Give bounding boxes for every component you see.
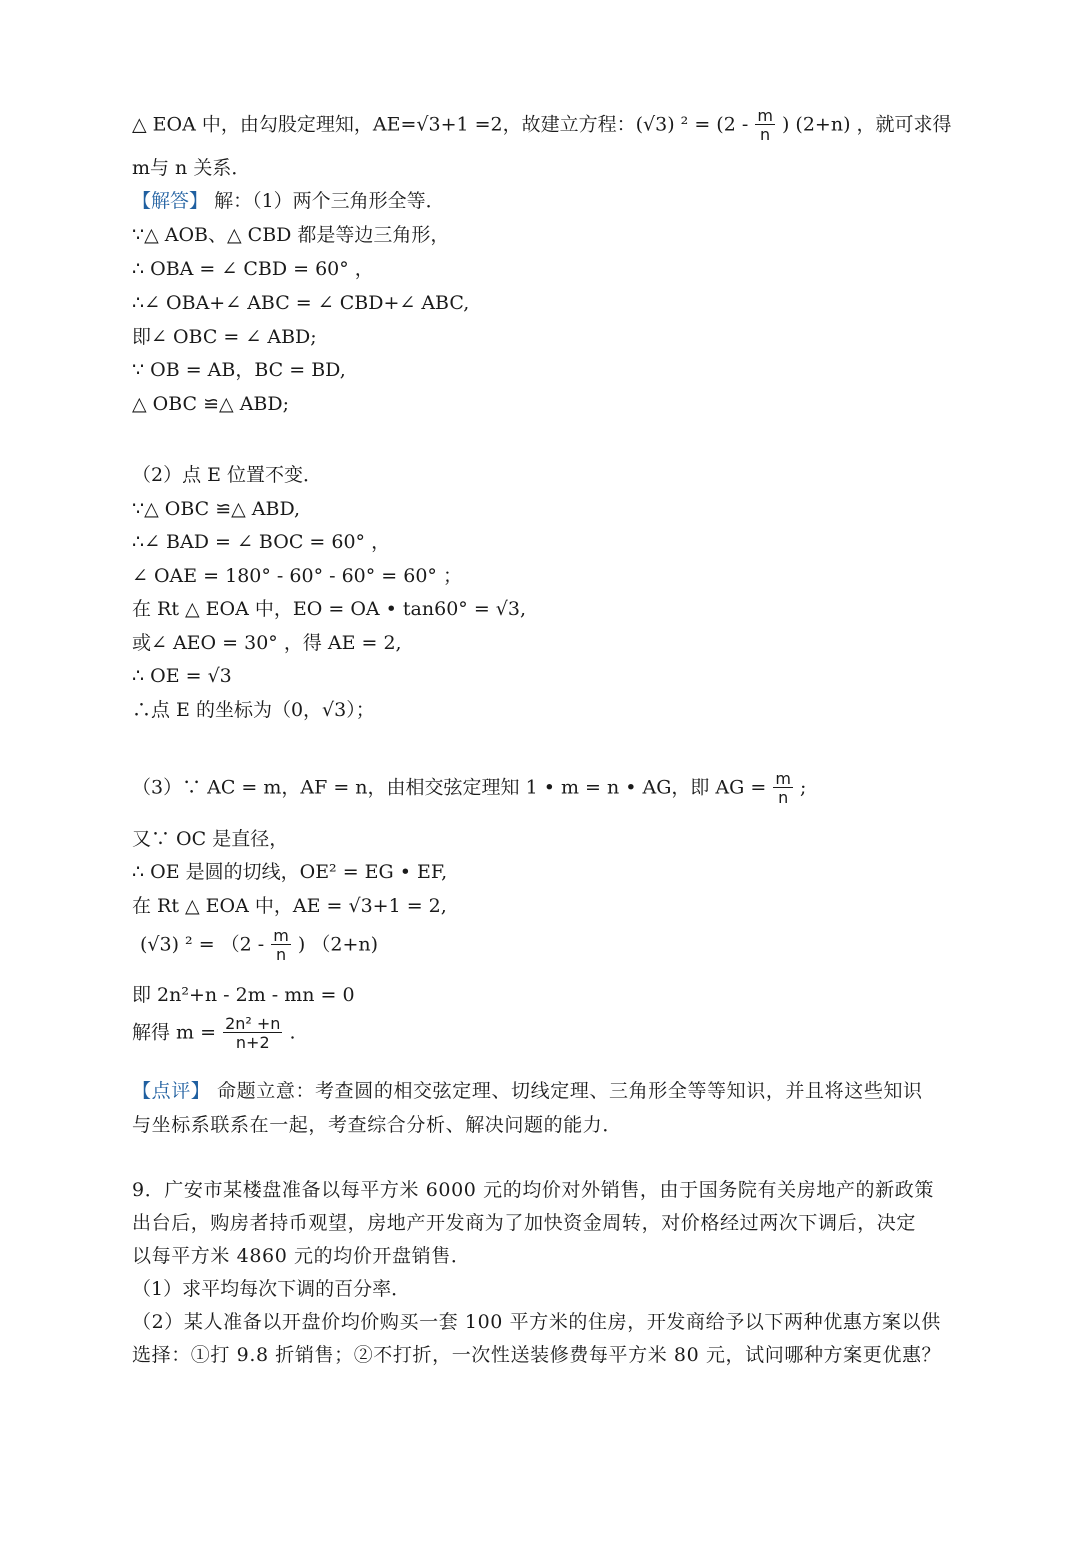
analysis-line-2: m与 n 关系． <box>132 157 251 179</box>
problem9-line: 以每平方米 4860 元的均价开盘销售． <box>132 1245 471 1267</box>
part3-line: 又∵ OC 是直径， <box>132 828 289 850</box>
fraction-m-over-n <box>755 108 775 143</box>
part2-line: （2）点 E 位置不变． <box>132 464 323 486</box>
fraction-numerator: m <box>775 769 791 788</box>
part1-line: 即∠ OBC = ∠ ABD; <box>132 326 317 348</box>
part1-line: ∴∠ OBA+∠ ABC = ∠ CBD+∠ ABC, <box>132 292 470 314</box>
review-line-2: 与坐标系联系在一起，考查综合分析、解决问题的能力． <box>132 1114 623 1136</box>
fraction-denominator: n <box>778 788 789 807</box>
review-text: 命题立意：考查圆的相交弦定理、切线定理、三角形全等等知识，并且将这些知识 <box>217 1080 923 1102</box>
review-tag: 【点评】 <box>132 1080 211 1102</box>
equation-text: (√3) ² = （2 - <box>140 933 265 956</box>
part2-line: 在 Rt △ EOA 中，EO = OA • tan60° = √3, <box>132 598 527 620</box>
fraction-numerator: m <box>757 106 773 125</box>
review-line-1 <box>132 1079 923 1103</box>
problem9-line: 出台后，购房者持币观望，房地产开发商为了加快资金周转，对价格经过两次下调后，决定 <box>132 1212 917 1234</box>
part3-text: ; <box>799 776 807 799</box>
part2-line: ∴ OE = √3 <box>132 665 232 687</box>
fraction-denominator: n <box>760 125 771 144</box>
part2-line: 或∠ AEO = 30° ，得 AE = 2, <box>132 632 402 654</box>
result-text: . <box>289 1021 296 1044</box>
part2-line: ∵△ OBC ≌△ ABD, <box>132 498 301 520</box>
part2-line: ∴点 E 的坐标为（0，√3）； <box>132 699 375 721</box>
answer-start: 解：（1）两个三角形全等． <box>214 190 445 212</box>
problem9-question-2-cont: 选择：①打 9.8 折销售；②不打折，一次性送装修费每平方米 80 元，试问哪种方案更优惠？ <box>132 1344 942 1366</box>
part2-line: ∠ OAE = 180° - 60° - 60° = 60° ； <box>132 565 462 587</box>
part3-line: ∴ OE 是圆的切线，OE² = EG • EF, <box>132 861 448 883</box>
simplified-equation: 即 2n²+n - 2m - mn = 0 <box>132 984 355 1006</box>
analysis-text: △ EOA 中，由勾股定理知，AE=√3+1 =2，故建立方程：(√3) ² = (2 - <box>132 113 749 136</box>
part1-line: ∴ OBA = ∠ CBD = 60° ， <box>132 258 374 280</box>
analysis-text: ) (2+n) ，就可求得 <box>781 113 952 136</box>
part1-line: ∵ OB = AB，BC = BD, <box>132 359 346 381</box>
part1-line: ∵△ AOB、△ CBD 都是等边三角形， <box>132 224 450 246</box>
problem9-line: 9．广安市某楼盘准备以每平方米 6000 元的均价对外销售，由于国务院有关房地产的新政策 <box>132 1179 934 1201</box>
part1-line: △ OBC ≌△ ABD; <box>132 393 290 415</box>
equation-text: ) （2+n) <box>297 933 379 956</box>
part2-line: ∴∠ BAD = ∠ BOC = 60° ， <box>132 531 391 553</box>
fraction-m-over-n <box>773 771 793 806</box>
problem9-question-2: （2）某人准备以开盘价均价购买一套 100 平方米的住房，开发商给予以下两种优惠方案以供 <box>132 1311 941 1333</box>
analysis-line-1 <box>132 108 952 143</box>
fraction-denominator: n+2 <box>235 1033 270 1052</box>
result-text: 解得 m = <box>132 1021 217 1044</box>
result-fraction <box>223 1016 282 1051</box>
equation-line <box>140 928 378 963</box>
fraction-m-over-n <box>271 928 291 963</box>
fraction-numerator: m <box>273 926 289 945</box>
fraction-denominator: n <box>276 945 287 964</box>
part3-text: （3）∵ AC = m，AF = n，由相交弦定理知 1 • m = n • AG，即 AG = <box>132 776 767 799</box>
answer-tag: 【解答】 <box>132 190 209 212</box>
part3-line: 在 Rt △ EOA 中，AE = √3+1 = 2, <box>132 895 447 917</box>
fraction-numerator: 2n² +n <box>225 1014 281 1033</box>
problem9-question-1: （1）求平均每次下调的百分率． <box>132 1278 411 1300</box>
result-line <box>132 1016 296 1051</box>
part3-line-1 <box>132 771 806 806</box>
answer-heading <box>132 189 445 213</box>
